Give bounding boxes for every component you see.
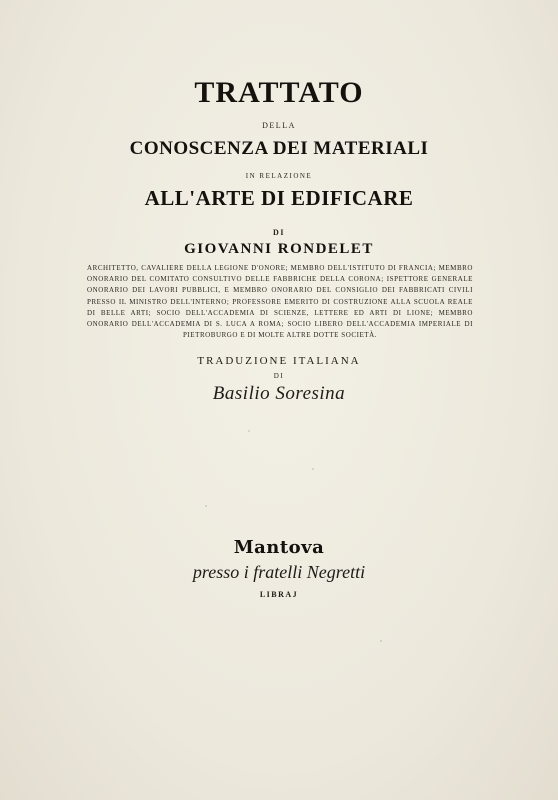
in-relazione-label: IN RELAZIONE bbox=[245, 172, 313, 180]
book-subtitle-2: ALL'ARTE DI EDIFICARE bbox=[144, 186, 414, 210]
librai-label: LIBRAJ bbox=[259, 590, 299, 599]
translation-label: TRADUZIONE ITALIANA bbox=[197, 355, 361, 367]
foxing-spot bbox=[205, 505, 207, 507]
book-title: TRATTATO bbox=[194, 76, 364, 109]
publisher-name: presso i fratelli Negretti bbox=[192, 562, 366, 582]
author-credentials: ARCHITETTO, CAVALIERE DELLA LEGIONE D'ONORE; MEMBRO DELL'ISTITUTO DI FRANCIA; MEMBRO ONORARIO DEL COMITATO CONSULTIVO DELLE FABBRICHE DELLA CORONA; ISPETTORE GENERALE ONORARIO DEI LAVORI PUBBLICI, E MEMBRO ONORARIO DEL CONSIGLIO DEI FABBRICATI CIVILI PRESSO IL MINISTRO DELL'INTERNO; PROFESSORE EMERITO DI COSTRUZIONE ALLA SCUOLA REALE DI BELLE ARTI; SOCIO DELL'ACCADEMIA DI SCIENZE, LETTERE ED ARTI DI LIONE; MEMBRO ONORARIO DELL'ACCADEMIA DI S. LUCA A ROMA; SOCIO LIBERO DELL'ACCADEMIA IMPERIALE DI PIETROBURGO E DI MOLTE ALTRE DOTTE SOCIETÀ. bbox=[87, 264, 473, 340]
translator-name: Basilio Soresina bbox=[212, 383, 346, 404]
di-translator-label: DI bbox=[273, 372, 285, 380]
book-subtitle: CONOSCENZA DEI MATERIALI bbox=[129, 138, 429, 159]
foxing-spot bbox=[380, 640, 382, 642]
publication-city: Mantova bbox=[233, 537, 325, 558]
author-name: GIOVANNI RONDELET bbox=[184, 241, 374, 257]
della-label: DELLA bbox=[262, 121, 296, 130]
foxing-spot bbox=[312, 468, 314, 470]
foxing-spot bbox=[248, 430, 250, 432]
di-author-label: DI bbox=[273, 228, 285, 237]
